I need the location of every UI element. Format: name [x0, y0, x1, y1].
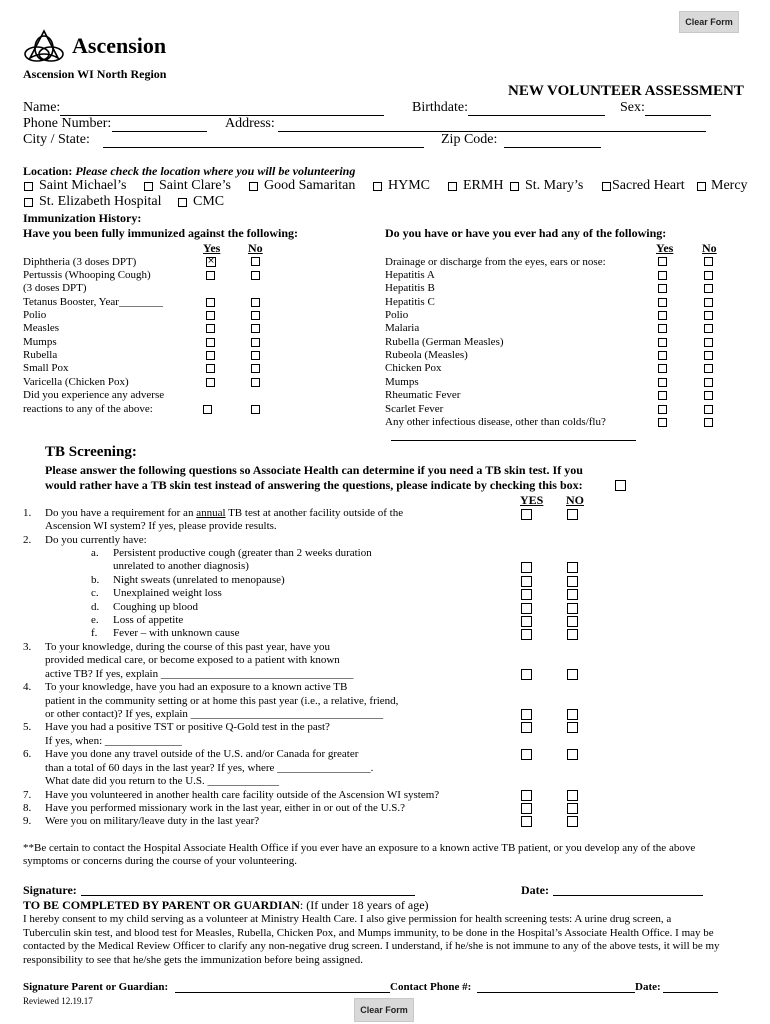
tb-yes-checkbox[interactable] — [521, 709, 532, 720]
history-no-checkbox[interactable] — [704, 338, 713, 347]
history-yes-checkbox[interactable] — [658, 324, 667, 333]
location-checkbox-good-samaritan[interactable] — [249, 182, 258, 191]
history-yes-checkbox[interactable] — [658, 298, 667, 307]
history-no-checkbox[interactable] — [704, 418, 713, 427]
immunization-yes-checkbox[interactable] — [206, 311, 215, 320]
tb-subquestion-letter: e. — [91, 614, 99, 626]
address-label: Address: — [225, 116, 275, 131]
tb-yes-checkbox[interactable] — [521, 722, 532, 733]
name-label: Name: — [23, 100, 61, 115]
immunization-yes-checkbox[interactable] — [206, 324, 215, 333]
tb-question-text: To your knowledge, during the course of this past year, have you — [45, 641, 331, 653]
location-option-hymc: HYMC — [388, 178, 431, 193]
consent-line1: I hereby consent to my child serving as a volunteer at Ministry Health Care. I also give permission for health screening tests: A urine drug screen, a — [23, 913, 672, 925]
history-no-checkbox[interactable] — [704, 324, 713, 333]
tb-yes-checkbox[interactable] — [521, 589, 532, 600]
location-option-mercy: Mercy — [711, 178, 748, 193]
location-checkbox-mercy[interactable] — [697, 182, 706, 191]
tb-yes-checkbox[interactable] — [521, 616, 532, 627]
tb-note-line1: **Be certain to contact the Hospital Associate Health Office if you ever have an exposure to a known active TB patient, or you develop any of the above — [23, 842, 696, 854]
tb-question-text: Have you had a positive TST or positive Q-Gold test in the past? — [45, 721, 330, 733]
tb-question-text: unrelated to another diagnosis) — [113, 560, 249, 572]
immunization-item: Mumps — [23, 336, 57, 348]
history-explain-field[interactable] — [391, 440, 636, 441]
immunization-item: Tetanus Booster, Year________ — [23, 296, 163, 308]
clear-form-button-bottom[interactable]: Clear Form — [354, 998, 414, 1022]
parent-signature-label: Signature Parent or Guardian: — [23, 981, 169, 993]
immunization-title: Immunization History: — [23, 211, 142, 225]
tb-question-number: 9. — [23, 815, 32, 827]
tb-skin-test-checkbox[interactable] — [615, 480, 626, 491]
history-item: Hepatitis B — [385, 282, 435, 294]
history-item: Any other infectious disease, other than colds/flu? — [385, 416, 606, 428]
tb-question-number: 1. — [23, 507, 32, 519]
tb-yes-checkbox[interactable] — [521, 629, 532, 640]
form-title: NEW VOLUNTEER ASSESSMENT — [508, 83, 744, 99]
tb-question-number: 7. — [23, 789, 32, 801]
tb-question-text: To your knowledge, have you had an exposure to a known active TB — [45, 681, 348, 693]
location-checkbox-cmc[interactable] — [178, 198, 187, 207]
history-item: Rheumatic Fever — [385, 389, 461, 401]
location-option-ermh: ERMH — [463, 178, 504, 193]
tb-question-text: Do you have a requirement for an annual TB test at another facility outside of the — [45, 507, 404, 519]
immunization-no-checkbox[interactable] — [251, 311, 260, 320]
location-checkbox-st-elizabeth[interactable] — [24, 198, 33, 207]
tb-question-number: 4. — [23, 681, 32, 693]
history-yes-checkbox[interactable] — [658, 271, 667, 280]
history-yes-checkbox[interactable] — [658, 284, 667, 293]
location-label: Location: — [23, 164, 73, 178]
history-no-checkbox[interactable] — [704, 257, 713, 266]
tb-no-checkbox[interactable] — [567, 603, 578, 614]
history-yes-checkbox[interactable] — [658, 351, 667, 360]
signature-field[interactable] — [81, 895, 415, 896]
tb-note-line2: symptoms or concerns during the course of your volunteering. — [23, 855, 298, 867]
tb-question-text: Unexplained weight loss — [113, 587, 222, 599]
tb-no-checkbox[interactable] — [567, 616, 578, 627]
history-no-checkbox[interactable] — [704, 351, 713, 360]
immunization-yes-checkbox[interactable] — [206, 271, 215, 280]
tb-no-checkbox[interactable] — [567, 790, 578, 801]
signature-date-field[interactable] — [553, 895, 703, 896]
tb-no-checkbox[interactable] — [567, 562, 578, 573]
immunization-yes-checkbox[interactable] — [206, 364, 215, 373]
contact-phone-label: Contact Phone #: — [390, 981, 472, 993]
history-yes-checkbox[interactable] — [658, 391, 667, 400]
tb-subquestion-letter: f. — [91, 627, 98, 639]
immunization-item: Polio — [23, 309, 47, 321]
tb-yes-checkbox[interactable] — [521, 509, 532, 520]
location-option-good-samaritan: Good Samaritan — [264, 178, 356, 193]
location-checkbox-saint-clares[interactable] — [144, 182, 153, 191]
phone-field[interactable] — [112, 131, 207, 132]
tb-question-text: Have you done any travel outside of the U.S. and/or Canada for greater — [45, 748, 359, 760]
city-state-field[interactable] — [103, 147, 424, 148]
history-no-checkbox[interactable] — [704, 378, 713, 387]
parent-heading — [23, 898, 429, 913]
ascension-logo-icon — [22, 28, 66, 66]
history-item: Polio — [385, 309, 409, 321]
tb-no-checkbox[interactable] — [567, 749, 578, 760]
history-item: Rubeola (Measles) — [385, 349, 468, 361]
history-yes-checkbox[interactable] — [658, 311, 667, 320]
history-yes-checkbox[interactable] — [658, 418, 667, 427]
immunization-no-checkbox[interactable] — [251, 298, 260, 307]
immunization-item: Diphtheria (3 doses DPT) — [23, 256, 137, 268]
tb-title: TB Screening: — [45, 444, 137, 460]
tb-yes-checkbox[interactable] — [521, 803, 532, 814]
history-no-checkbox[interactable] — [704, 364, 713, 373]
immunization-no-checkbox[interactable] — [251, 271, 260, 280]
history-item: Mumps — [385, 376, 419, 388]
immunization-item: (3 doses DPT) — [23, 282, 87, 294]
location-option-cmc: CMC — [193, 194, 225, 209]
history-item: Malaria — [385, 322, 420, 334]
location-checkbox-hymc[interactable] — [373, 182, 382, 191]
history-no-checkbox[interactable] — [704, 284, 713, 293]
tb-no-checkbox[interactable] — [567, 669, 578, 680]
tb-question-number: 2. — [23, 534, 32, 546]
history-no-checkbox[interactable] — [704, 405, 713, 414]
tb-question-number: 8. — [23, 802, 32, 814]
history-no-header: No — [702, 241, 717, 255]
history-yes-checkbox[interactable] — [658, 364, 667, 373]
immunization-yes-checkbox[interactable] — [206, 378, 215, 387]
tb-question-text: Persistent productive cough (greater than 2 weeks duration — [113, 547, 372, 559]
tb-no-checkbox[interactable] — [567, 509, 578, 520]
immunization-yes-checkbox-checked[interactable]: × — [207, 256, 215, 266]
immunization-no-checkbox[interactable] — [251, 338, 260, 347]
location-checkbox-st-marys[interactable] — [510, 182, 519, 191]
signature-date-label: Date: — [521, 883, 549, 897]
logo-name: Ascension — [72, 33, 167, 58]
parent-title: TO BE COMPLETED BY PARENT OR GUARDIAN — [23, 898, 300, 912]
location-checkbox-sacred-heart[interactable] — [602, 182, 611, 191]
parent-signature-field[interactable] — [175, 992, 390, 993]
tb-question-text: Do you currently have: — [45, 534, 147, 546]
location-option-saint-clares: Saint Clare’s — [159, 178, 231, 193]
history-no-checkbox[interactable] — [704, 391, 713, 400]
sex-field[interactable] — [645, 115, 711, 116]
tb-question-text: provided medical care, or become exposed to a patient with known — [45, 654, 340, 666]
tb-intro-line1: Please answer the following questions so Associate Health can determine if you need a TB skin test. If you — [45, 463, 583, 477]
tb-question-text: If yes, when: ______________ — [45, 735, 182, 747]
history-yes-checkbox[interactable] — [658, 378, 667, 387]
tb-no-header: NO — [566, 493, 584, 507]
immunization-no-checkbox[interactable] — [251, 364, 260, 373]
history-yes-checkbox[interactable] — [658, 405, 667, 414]
tb-question-text: Fever – with unknown cause — [113, 627, 240, 639]
tb-no-checkbox[interactable] — [567, 722, 578, 733]
immunization-no-checkbox[interactable] — [251, 405, 260, 414]
city-state-label: City / State: — [23, 132, 90, 147]
tb-question-number: 5. — [23, 721, 32, 733]
tb-question-text: Loss of appetite — [113, 614, 184, 626]
tb-question-text: What date did you return to the U.S. _____________ — [45, 775, 280, 787]
location-option-st-marys: St. Mary’s — [525, 178, 584, 193]
tb-question-text: active TB? If yes, explain ___________________________________ — [45, 668, 354, 680]
tb-question-text: Have you performed missionary work in the last year, either in or out of the U.S.? — [45, 802, 406, 814]
history-yes-checkbox[interactable] — [658, 257, 667, 266]
reviewed-date: Reviewed 12.19.17 — [23, 996, 93, 1006]
immunization-no-checkbox[interactable] — [251, 378, 260, 387]
tb-yes-checkbox[interactable] — [521, 576, 532, 587]
history-yes-checkbox[interactable] — [658, 338, 667, 347]
tb-question-text: Coughing up blood — [113, 601, 198, 613]
history-item: Drainage or discharge from the eyes, ears or nose: — [385, 256, 606, 268]
history-item: Rubella (German Measles) — [385, 336, 504, 348]
sex-label: Sex: — [620, 100, 645, 115]
tb-no-checkbox[interactable] — [567, 629, 578, 640]
immunization-item: Did you experience any adverse — [23, 389, 165, 401]
tb-question-number: 3. — [23, 641, 32, 653]
immunization-yes-checkbox[interactable] — [206, 351, 215, 360]
contact-phone-field[interactable] — [477, 992, 635, 993]
tb-no-checkbox[interactable] — [567, 803, 578, 814]
immunization-yes-checkbox[interactable] — [206, 338, 215, 347]
location-heading — [23, 164, 355, 179]
immunization-question: Have you been fully immunized against the following: — [23, 226, 299, 240]
immunization-item: Rubella — [23, 349, 58, 361]
immunization-no-checkbox[interactable] — [251, 257, 260, 266]
parent-date-label: Date: — [635, 981, 661, 993]
consent-line4: responsibility to see that he/she gets the immunization before being assigned. — [23, 954, 364, 966]
tb-yes-checkbox[interactable] — [521, 562, 532, 573]
phone-label: Phone Number: — [23, 116, 112, 131]
tb-no-checkbox[interactable] — [567, 816, 578, 827]
tb-question-text: Have you volunteered in another health care facility outside of the Ascension WI system? — [45, 789, 440, 801]
tb-yes-checkbox[interactable] — [521, 669, 532, 680]
parent-date-field[interactable] — [663, 992, 718, 993]
immunization-item: Pertussis (Whooping Cough) — [23, 269, 151, 281]
history-question: Do you have or have you ever had any of the following: — [385, 226, 667, 240]
location-option-st-elizabeth: St. Elizabeth Hospital — [39, 194, 162, 209]
immunization-item: Small Pox — [23, 362, 69, 374]
birthdate-label: Birthdate: — [412, 100, 468, 115]
tb-yes-checkbox[interactable] — [521, 816, 532, 827]
birthdate-field[interactable] — [468, 115, 605, 116]
history-item: Chicken Pox — [385, 362, 442, 374]
consent-line3: contacted by the Medical Review Officer to clarify any non-negative drug screen. I understand, if he/she is not immune to any of the above tests, it will be my — [23, 940, 720, 952]
location-option-sacred-heart: Sacred Heart — [612, 178, 685, 193]
tb-question-text: or other contact)? If yes, explain ___________________________________ — [45, 708, 384, 720]
tb-yes-checkbox[interactable] — [521, 603, 532, 614]
tb-subquestion-letter: c. — [91, 587, 99, 599]
tb-no-checkbox[interactable] — [567, 709, 578, 720]
clear-form-button-top[interactable]: Clear Form — [679, 11, 739, 33]
immunization-yes-checkbox[interactable] — [206, 298, 215, 307]
history-item: Hepatitis C — [385, 296, 435, 308]
location-checkbox-saint-michaels[interactable] — [24, 182, 33, 191]
location-instruction: Please check the location where you will be volunteering — [75, 164, 356, 178]
immunization-no-header: No — [248, 241, 263, 255]
parent-note: : (If under 18 years of age) — [299, 898, 429, 912]
history-no-checkbox[interactable] — [704, 311, 713, 320]
tb-no-checkbox[interactable] — [567, 589, 578, 600]
region-name: Ascension WI North Region — [23, 67, 167, 81]
tb-subquestion-letter: a. — [91, 547, 99, 559]
tb-yes-checkbox[interactable] — [521, 790, 532, 801]
consent-line2: Tuberculin skin test, and blood test for Measles, Rubella, Chicken Pox, and Mumps immunity, to be done in the Hospital’s Associate Health Office. I may be — [23, 927, 714, 939]
tb-yes-header: YES — [520, 493, 544, 507]
history-item: Hepatitis A — [385, 269, 435, 281]
location-checkbox-ermh[interactable] — [448, 182, 457, 191]
immunization-yes-checkbox[interactable] — [203, 405, 212, 414]
immunization-no-checkbox[interactable] — [251, 324, 260, 333]
tb-subquestion-letter: b. — [91, 574, 100, 586]
tb-no-checkbox[interactable] — [567, 576, 578, 587]
signature-label: Signature: — [23, 883, 77, 897]
immunization-item: reactions to any of the above: — [23, 403, 153, 415]
history-item: Scarlet Fever — [385, 403, 444, 415]
location-option-saint-michaels: Saint Michael’s — [39, 178, 127, 193]
history-no-checkbox[interactable] — [704, 271, 713, 280]
immunization-item: Measles — [23, 322, 60, 334]
immunization-no-checkbox[interactable] — [251, 351, 260, 360]
immunization-item: Varicella (Chicken Pox) — [23, 376, 129, 388]
tb-question-text: Night sweats (unrelated to menopause) — [113, 574, 285, 586]
tb-subquestion-letter: d. — [91, 601, 100, 613]
tb-question-text: than a total of 60 days in the last year? If yes, where _________________. — [45, 762, 374, 774]
zip-label: Zip Code: — [441, 132, 498, 147]
tb-question-text: patient in the community setting or at home this past year (i.e., a relative, friend, — [45, 695, 399, 707]
zip-field[interactable] — [504, 147, 601, 148]
history-yes-header: Yes — [656, 241, 674, 255]
tb-question-text: Ascension WI system? If yes, please provide results. — [45, 520, 277, 532]
immunization-yes-header: Yes — [203, 241, 221, 255]
tb-intro-line2: would rather have a TB skin test instead of answering the questions, please indicate by checking this box: — [45, 478, 583, 492]
tb-question-text: Were you on military/leave duty in the last year? — [45, 815, 260, 827]
history-no-checkbox[interactable] — [704, 298, 713, 307]
tb-yes-checkbox[interactable] — [521, 749, 532, 760]
tb-question-number: 6. — [23, 748, 32, 760]
